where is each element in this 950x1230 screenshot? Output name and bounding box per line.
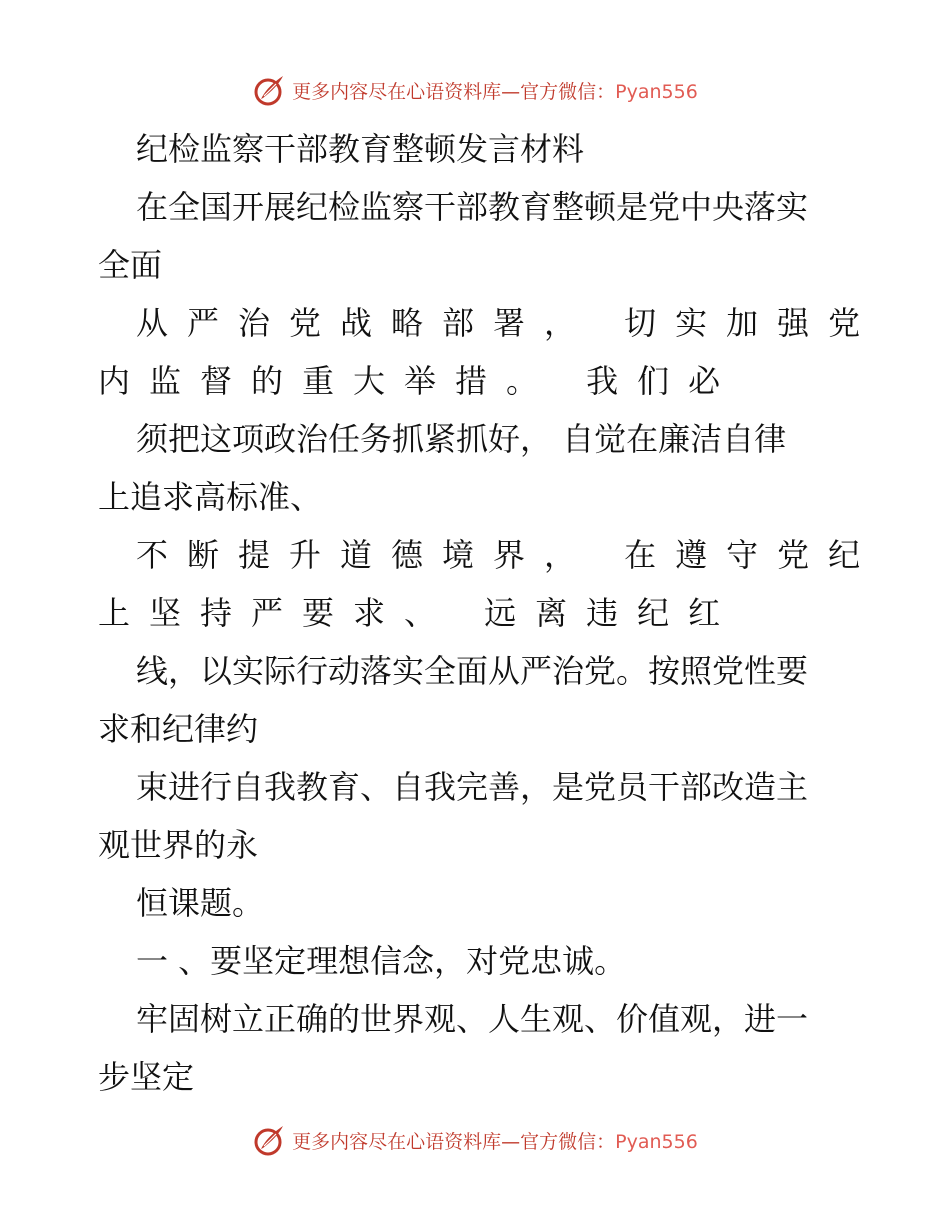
paragraph-line: 求和纪律约 [98, 710, 259, 748]
paragraph-line: 线，以实际行动落实全面从严治党。按照党性要 [136, 652, 809, 690]
paragraph-line: 在全国开展纪检监察干部教育整顿是党中央落实 [136, 188, 809, 226]
document-title: 纪检监察干部教育整顿发言材料 [136, 130, 585, 168]
wechat-handle: Pyan556 [615, 1130, 698, 1153]
paragraph-line: 束进行自我教育、自我完善，是党员干部改造主 [136, 768, 809, 806]
paragraph-line: 上坚持严要求、 远离违纪红 [98, 594, 740, 632]
document-body [98, 120, 880, 1106]
banner-text: 更多内容尽在心语资料库—官方微信：Pyan556 [292, 80, 698, 103]
paragraph-line: 须把这项政治任务抓紧抓好， 自觉在廉洁自律 [136, 420, 787, 458]
paragraph-line: 从严治党战略部署， 切实加强党 [136, 304, 880, 342]
paragraph-line: 步坚定 [98, 1058, 195, 1096]
wechat-handle: Pyan556 [615, 80, 698, 103]
quill-pen-logo-icon [252, 1123, 286, 1157]
footer-banner [0, 1120, 950, 1160]
paragraph-line: 不断提升道德境界， 在遵守党纪 [136, 536, 880, 574]
banner-text: 更多内容尽在心语资料库—官方微信：Pyan556 [292, 1130, 698, 1153]
paragraph-line: 上追求高标准、 [98, 478, 323, 516]
section-heading: 一 、要坚定理想信念，对党忠诚。 [136, 942, 627, 980]
paragraph-line: 牢固树立正确的世界观、人生观、价值观，进一 [136, 1000, 809, 1038]
quill-pen-logo-icon [252, 73, 286, 107]
paragraph-line: 全面 [98, 246, 163, 284]
header-banner [0, 70, 950, 110]
paragraph-line: 观世界的永 [98, 826, 259, 864]
paragraph-line: 恒课题。 [136, 884, 265, 922]
paragraph-line: 内监督的重大举措。 我们必 [98, 362, 740, 400]
